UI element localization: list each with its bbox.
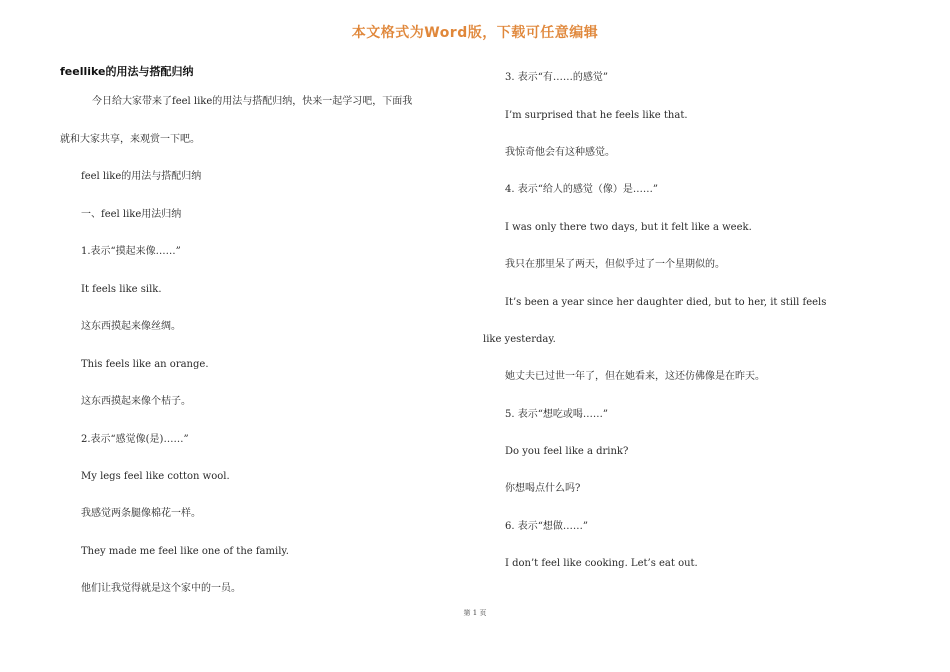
example-translation: 这东西摸起来像丝绸。 bbox=[81, 321, 181, 332]
example-translation: 你想喝点什么吗? bbox=[505, 483, 581, 494]
usage-heading-5: 5. 表示“想吃或喝……” bbox=[505, 409, 608, 420]
section-heading: feel like的用法与搭配归纳 bbox=[81, 171, 202, 182]
usage-heading-2: 2.表示“感觉像(是)……” bbox=[81, 434, 189, 445]
usage-heading-3: 3. 表示“有……的感觉” bbox=[505, 72, 608, 83]
example-sentence: My legs feel like cotton wool. bbox=[81, 471, 230, 482]
example-sentence: They made me feel like one of the family. bbox=[81, 546, 289, 557]
example-translation: 我感觉两条腿像棉花一样。 bbox=[81, 508, 201, 519]
usage-heading-1: 1.表示“摸起来像……” bbox=[81, 246, 181, 257]
document-banner: 本文格式为Word版，下载可任意编辑 bbox=[351, 25, 599, 41]
usage-heading-4: 4. 表示“给人的感觉（像）是……” bbox=[505, 184, 658, 195]
example-sentence: It feels like silk. bbox=[81, 284, 162, 295]
example-sentence: This feels like an orange. bbox=[81, 359, 209, 370]
example-sentence-continued: like yesterday. bbox=[483, 334, 556, 345]
example-translation: 他们让我觉得就是这个家中的一员。 bbox=[81, 583, 241, 594]
example-sentence: I don’t feel like cooking. Let’s eat out. bbox=[505, 558, 698, 569]
example-translation: 我惊奇他会有这种感觉。 bbox=[505, 147, 615, 158]
example-translation: 她丈夫已过世一年了，但在她看来，这还仿佛像是在昨天。 bbox=[505, 371, 765, 382]
page-number: 第 1 页 bbox=[463, 609, 487, 617]
example-sentence: I was only there two days, but it felt like a week. bbox=[505, 222, 752, 233]
document-title: feellike的用法与搭配归纳 bbox=[60, 65, 194, 78]
intro-paragraph-line-1: 今日给大家带来了feel like的用法与搭配归纳，快来一起学习吧，下面我 bbox=[92, 96, 413, 107]
example-translation: 这东西摸起来像个桔子。 bbox=[81, 396, 191, 407]
example-translation: 我只在那里呆了两天，但似乎过了一个星期似的。 bbox=[505, 259, 725, 270]
intro-paragraph-line-2: 就和大家共享，来观赏一下吧。 bbox=[60, 134, 200, 145]
subsection-heading: 一、feel like用法归纳 bbox=[81, 209, 182, 220]
example-sentence: It’s been a year since her daughter died, but to her, it still feels bbox=[505, 297, 827, 308]
usage-heading-6: 6. 表示“想做……” bbox=[505, 521, 588, 532]
example-sentence: I’m surprised that he feels like that. bbox=[505, 110, 688, 121]
example-sentence: Do you feel like a drink? bbox=[505, 446, 629, 457]
